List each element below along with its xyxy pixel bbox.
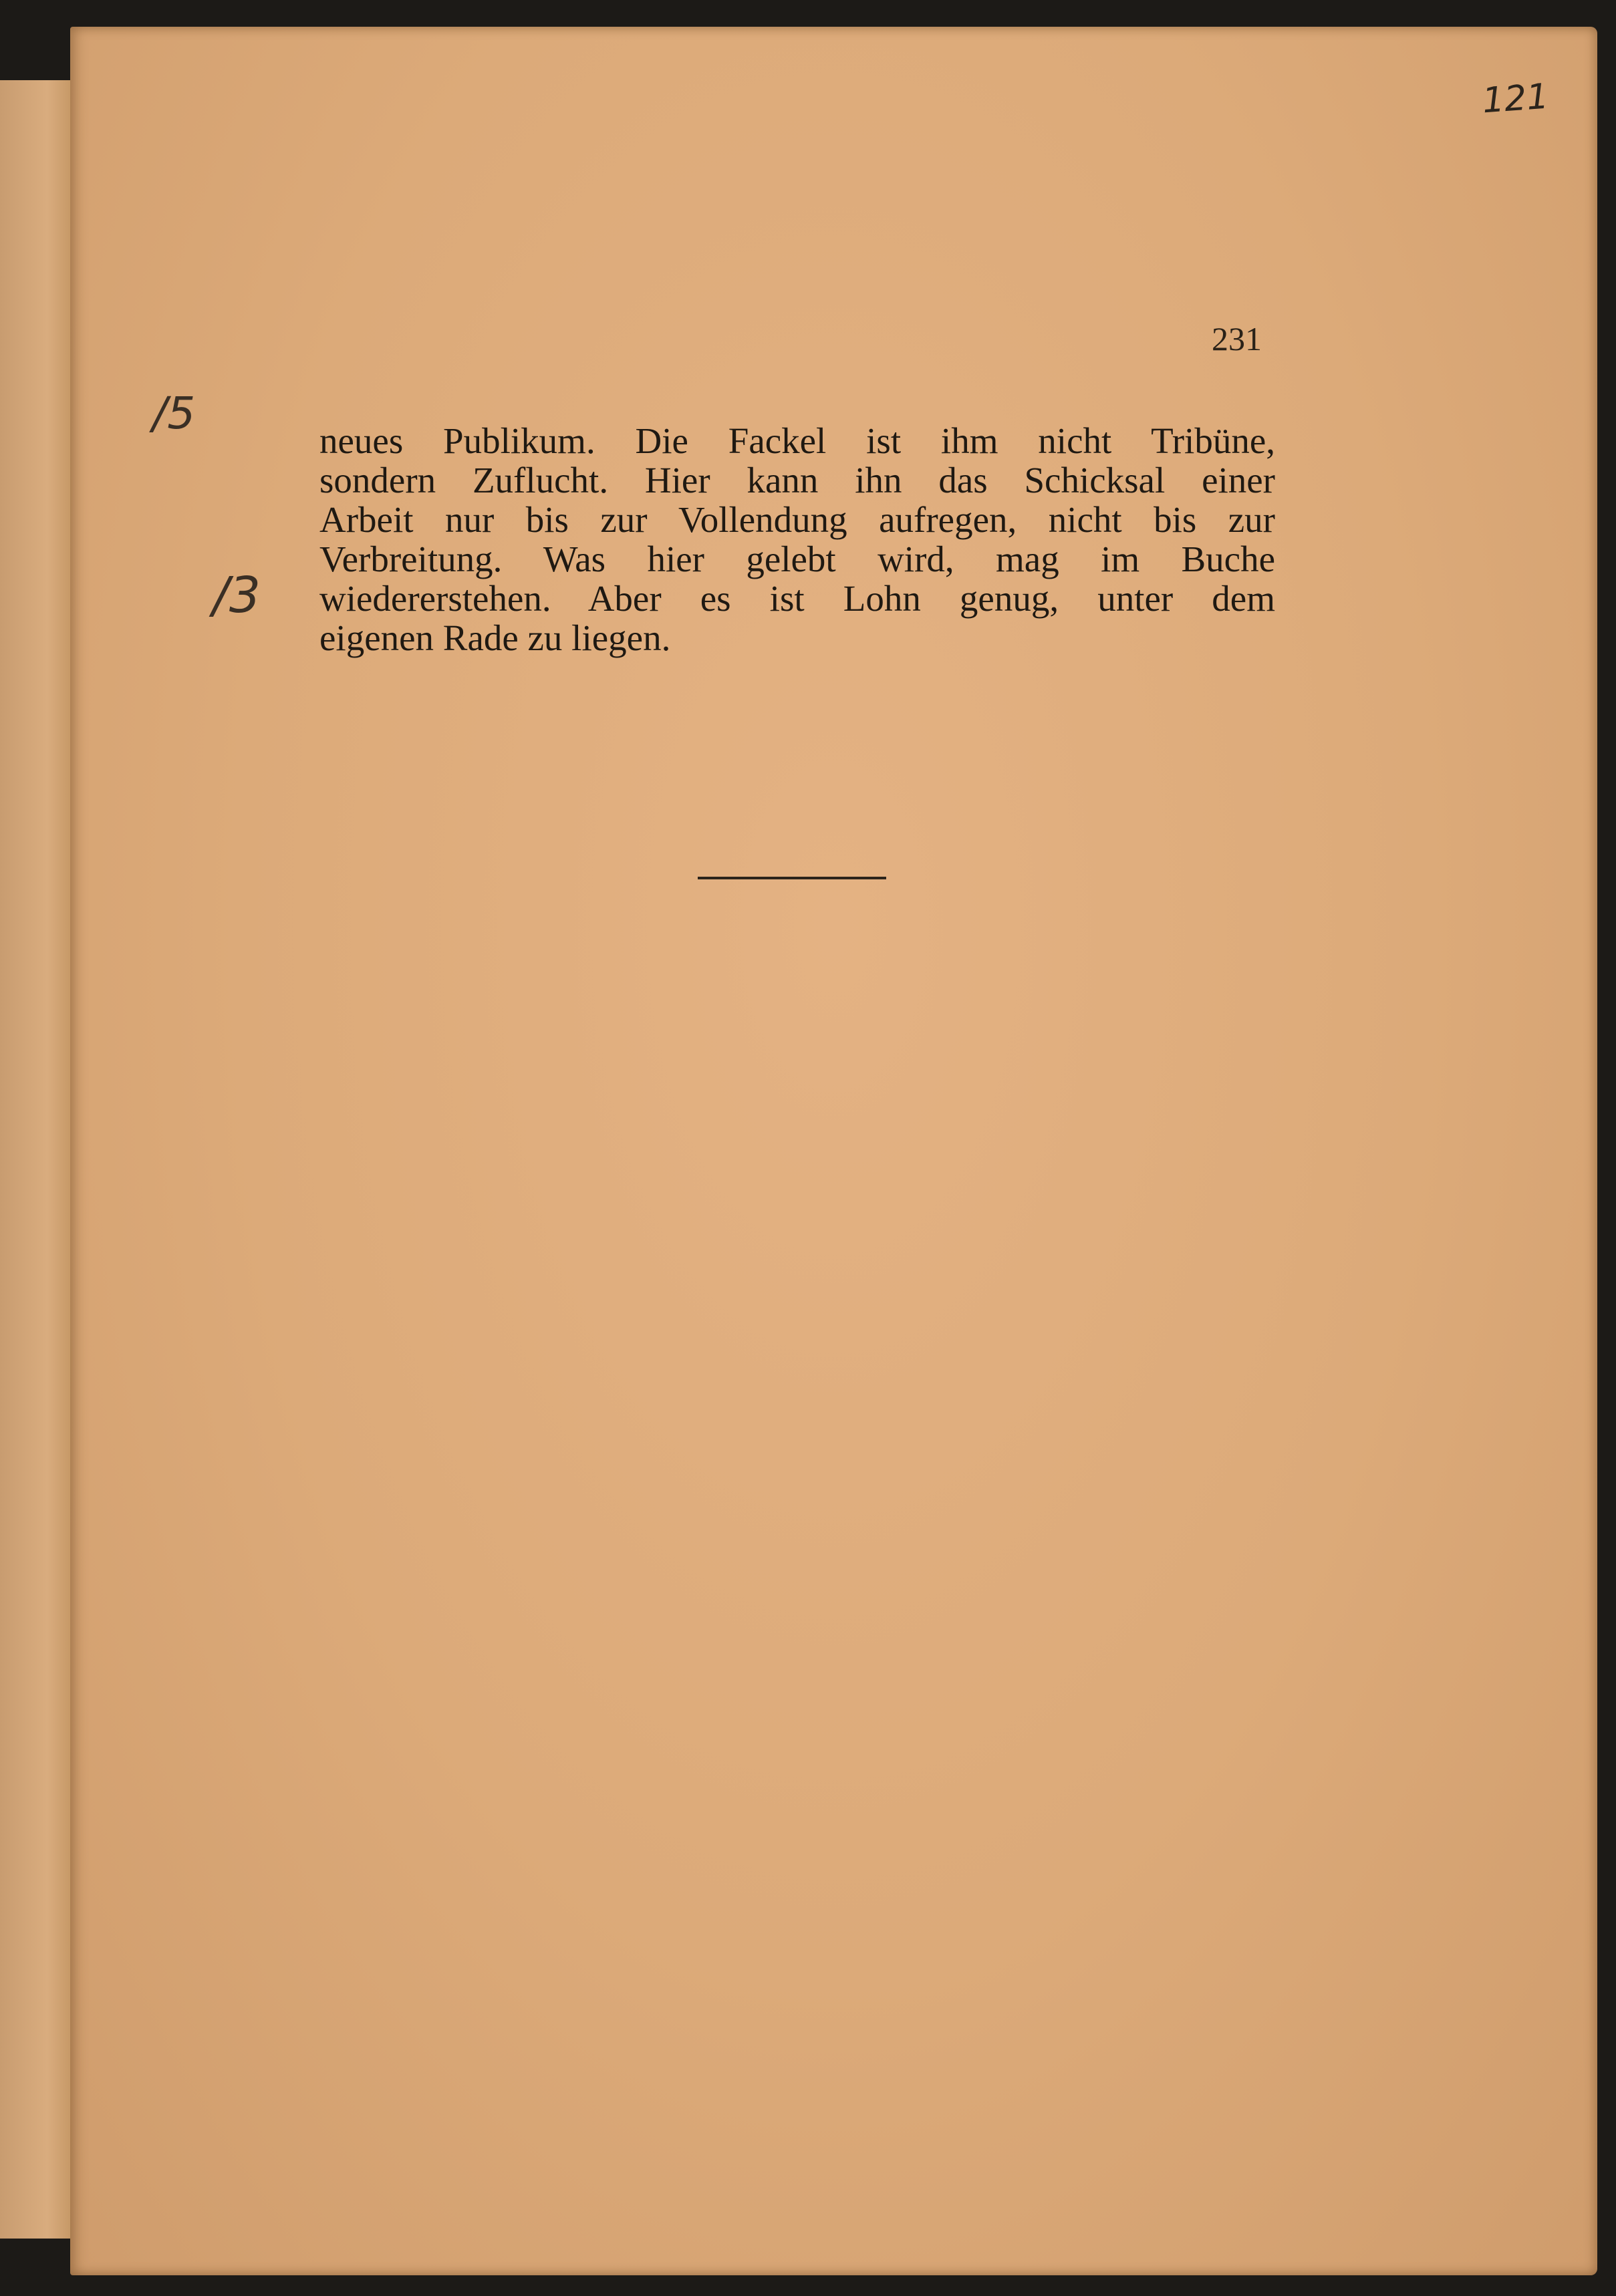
text-line: neues Publikum. Die Fackel ist ihm nicht Tribüne, bbox=[319, 420, 1275, 461]
margin-annotation: /3 bbox=[213, 567, 261, 624]
text-line: wiedererstehen. Aber es ist Lohn genug, unter dem bbox=[319, 578, 1275, 619]
handwritten-folio-number: 121 bbox=[1481, 76, 1551, 122]
book-page bbox=[70, 27, 1597, 2275]
text-line: Arbeit nur bis zur Vollendung aufregen, nicht bis zur bbox=[319, 499, 1275, 540]
body-paragraph bbox=[319, 421, 1275, 658]
text-line: sondern Zuflucht. Hier kann ihn das Schicksal einer bbox=[319, 460, 1275, 500]
text-line: Verbreitung. Was hier gelebt wird, mag im Buche bbox=[319, 539, 1275, 579]
book-cover-edge bbox=[0, 80, 82, 2239]
text-line: eigenen Rade zu liegen. bbox=[319, 617, 671, 658]
section-end-rule bbox=[698, 877, 886, 879]
page-number: 231 bbox=[1212, 320, 1262, 357]
margin-annotation: /5 bbox=[152, 388, 196, 439]
